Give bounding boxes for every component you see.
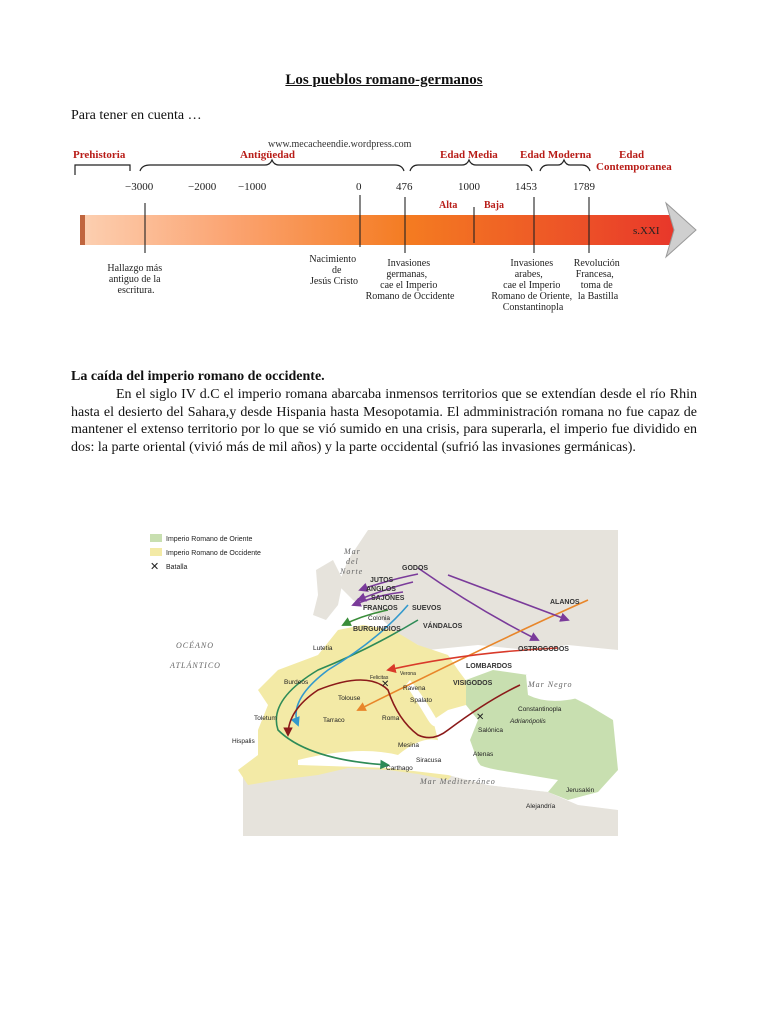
intro-text: Para tener en cuenta …: [71, 108, 202, 123]
sea-label-mediterranean: Mar Mediterráneo: [420, 777, 496, 786]
period-contemporanea: Contemporanea: [596, 161, 672, 173]
event-jesus: Nacimiento de Jesús Cristo: [309, 254, 359, 287]
period-edad: Edad: [619, 149, 645, 161]
sea-label-del: del: [346, 557, 359, 566]
timeline-end-label: s.XXI: [633, 225, 660, 237]
legend-west: Imperio Romano de Occidente: [166, 550, 261, 557]
battle-icon: ✕: [150, 561, 160, 573]
section-heading: La caída del imperio romano de occidente.: [71, 369, 325, 384]
event-revolucion: Revolución Francesa, toma de la Bastilla: [573, 258, 620, 302]
sea-label-norte: Norte: [340, 567, 364, 576]
people-lombardos: LOMBARDOS: [466, 663, 512, 670]
year-1000b: 1000: [458, 181, 480, 193]
people-anglos: ANGLOS: [366, 586, 396, 593]
year-0: 0: [356, 181, 362, 193]
city-colonia: Colonia: [368, 615, 391, 622]
sub-period-alta: Alta: [439, 200, 458, 211]
sea-label-mar: Mar: [344, 547, 361, 556]
sub-period-baja: Baja: [484, 200, 504, 211]
year-476: 476: [396, 181, 413, 193]
period-braces: [75, 160, 590, 175]
people-jutos: JUTOS: [370, 577, 394, 584]
sea-label-oceano: OCÉANO: [176, 641, 214, 650]
city-hispalis: Hispalis: [232, 738, 255, 745]
city-siracusa: Siracusa: [416, 757, 442, 764]
event-invasiones-arabes: Invasiones arabes, cae el Imperio Romano de Oriente, Constantinopla: [491, 258, 573, 313]
period-antiguedad: Antigüedad: [240, 149, 296, 161]
city-atenas: Atenas: [473, 751, 494, 758]
people-burgundios: BURGUNDIOS: [353, 626, 401, 633]
city-constantinopla: Constantinopla: [518, 706, 562, 713]
people-godos: GODOS: [402, 565, 429, 572]
people-ostrogodos: OSTROGODOS: [518, 646, 569, 653]
city-toletum: Toletum: [254, 715, 277, 722]
year-labels: [125, 181, 596, 193]
legend-battle: Batalla: [166, 564, 188, 571]
document-title: Los pueblos romano-germanos: [285, 72, 483, 88]
city-spalato: Spalato: [410, 697, 433, 704]
year-3000: −3000: [125, 181, 154, 193]
timeline-bar-start: [80, 215, 85, 245]
battle-icon-2: ✕: [476, 712, 485, 723]
city-tolouse: Tolouse: [338, 695, 361, 702]
people-alanos: ALANOS: [550, 599, 580, 606]
period-prehistoria: Prehistoria: [73, 149, 126, 161]
body-paragraph: En el siglo IV d.C el imperio romana abarcaba inmensos territorios que se extendían desde el río Rhin hasta el desierto del Sahara,y desde Hispania hasta Mesopotamia. El admministración romana no fue capaz de mantener el extenso territorio por lo que se vió sumido en una crisis, para superarla, el imperio fue dividido en dos: la parte oriental (vivió más de mil años) y la parte occidental (sufrió las invasiones germánicas).: [71, 387, 697, 455]
city-jerusalen: Jerusalén: [566, 787, 595, 794]
city-alejandria: Alejandría: [526, 803, 556, 810]
timeline-bar: [80, 215, 678, 245]
event-invasiones-germanas: Invasiones germanas, cae el Imperio Romano de Occidente: [365, 258, 455, 302]
invasions-map: [148, 530, 618, 836]
city-ravena: Ravena: [403, 685, 426, 692]
year-1453: 1453: [515, 181, 537, 193]
period-edad-moderna: Edad Moderna: [520, 149, 592, 161]
city-mesina: Mesina: [398, 742, 419, 749]
city-felicitas: Felicitas: [370, 675, 389, 681]
history-timeline: [70, 135, 700, 320]
people-sajones: SAJONES: [371, 595, 405, 602]
city-burdeos: Burdeos: [284, 679, 309, 686]
period-edad-media: Edad Media: [440, 149, 498, 161]
year-1000: −1000: [238, 181, 267, 193]
sea-label-atlantico: ATLÁNTICO: [170, 661, 221, 670]
city-salonica: Salónica: [478, 727, 503, 734]
battle-icon-1: ✕: [381, 679, 390, 690]
city-adrianopolis: Adrianópolis: [510, 718, 546, 725]
city-lutetia: Lutetia: [313, 645, 333, 652]
year-1789: 1789: [573, 181, 595, 193]
people-vandalos: VÁNDALOS: [423, 623, 463, 630]
city-tarraco: Tarraco: [323, 717, 345, 724]
people-visigodos: VISIGODOS: [453, 680, 493, 687]
year-2000: −2000: [188, 181, 217, 193]
city-roma: Roma: [382, 715, 400, 722]
sea-label-black: Mar Negro: [528, 680, 573, 689]
legend-east: Imperio Romano de Oriente: [166, 536, 253, 543]
people-suevos: SUEVOS: [412, 605, 442, 612]
timeline-url: www.mecacheendie.wordpress.com: [268, 139, 412, 150]
city-carthago: Carthago: [386, 765, 413, 772]
event-escritura: Hallazgo más antiguo de la escritura.: [107, 263, 163, 296]
city-verona: Verona: [400, 671, 416, 677]
people-francos: FRANCOS: [363, 605, 398, 612]
